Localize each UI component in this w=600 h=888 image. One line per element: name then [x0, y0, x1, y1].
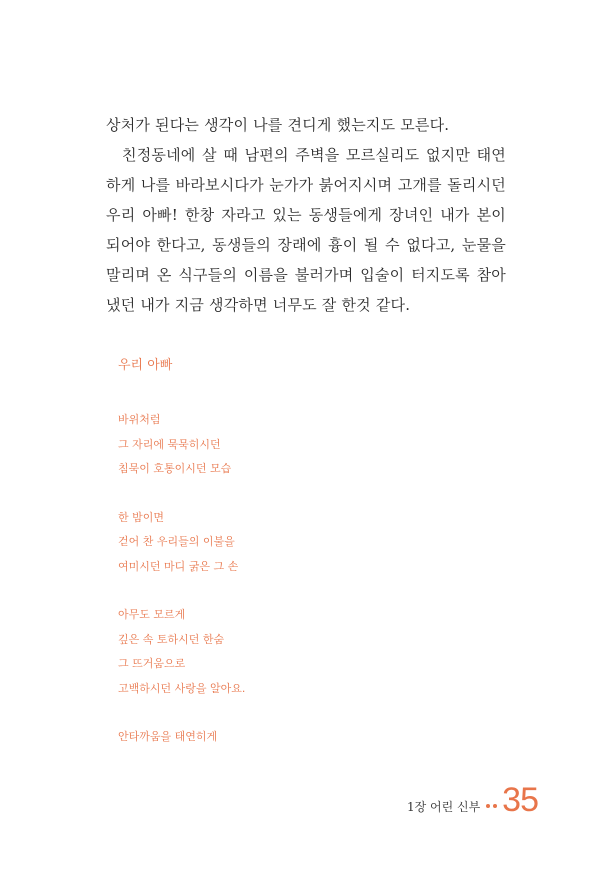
- page-number: 35: [502, 781, 538, 819]
- dots-ornament-icon: [486, 804, 497, 808]
- poem-line: 그 뜨거움으로: [118, 657, 186, 670]
- poem-line: 걷어 찬 우리들의 이불을: [118, 535, 235, 548]
- dot-icon: [493, 804, 497, 808]
- poem-stanza-2: [118, 506, 418, 580]
- prose-paragraph-2: 친정동네에 살 때 남편의 주벽을 모르실리도 없지만 태연하게 나를 바라보시다가 눈가가 붉어지시며 고개를 돌리시던 우리 아빠! 한창 자라고 있는 동생들에게 장녀인 내가 본이 되어야 한다고, 동생들의 장래에 흉이 될 수 없다고, 눈물을 말리며 온 식구들의 이름을 불러가며 입술이 터지도록 참아 냈던 내가 지금 생각하면 너무도 잘 한것 같다.: [106, 146, 506, 314]
- poem-stanza-1: [118, 408, 418, 482]
- poem-line: 안타까움을 태연히게: [118, 730, 218, 743]
- prose-paragraph-1: 상처가 된다는 생각이 나를 견디게 했는지도 모른다.: [106, 116, 450, 134]
- poem-title: 우리 아빠: [118, 358, 173, 373]
- poem-line: 그 자리에 묵묵히시던: [118, 437, 221, 451]
- poem-line: 고백하시던 사랑을 알아요.: [118, 681, 246, 695]
- chapter-title: 1장 어린 신부: [406, 800, 481, 814]
- poem-line: 아무도 모르게: [118, 608, 186, 621]
- poem-body: [118, 408, 418, 774]
- poem-stanza-3: [118, 603, 418, 701]
- poem-line: 침묵이 호통이시던 모습: [118, 462, 232, 475]
- prose-body: [106, 110, 506, 320]
- dot-icon: [486, 804, 490, 808]
- page-footer: [407, 781, 538, 820]
- poem-line: 깊은 속 토하시던 한숨: [118, 632, 225, 646]
- poem-line: 여미시던 마디 굵은 그 손: [118, 559, 239, 573]
- poem-stanza-4: [118, 725, 418, 750]
- poem-line: 한 밤이면: [118, 510, 165, 524]
- poem-line: 바위처럼: [118, 413, 161, 426]
